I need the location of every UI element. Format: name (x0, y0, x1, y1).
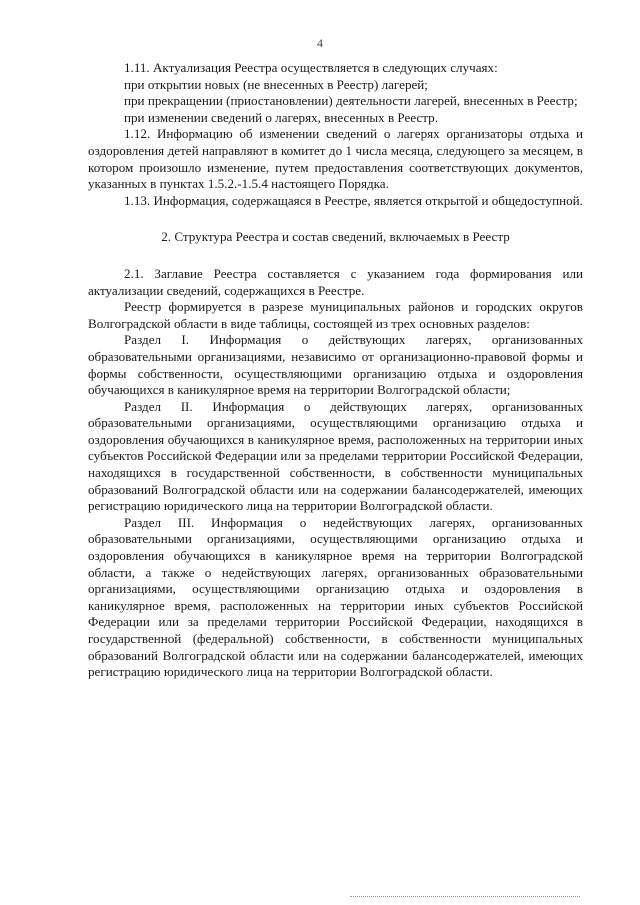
paragraph-case-termination: при прекращении (приостановлении) деятельности лагерей, внесенных в Реестр; (124, 93, 578, 109)
paragraph-case-opening: при открытии новых (не внесенных в Реестр) лагерей; (124, 76, 428, 92)
document-body (88, 60, 583, 681)
scan-edge-line (350, 896, 580, 897)
paragraph-section-iii: Раздел III. Информация о недействующих лагерях, организованных образовательными организациями, осуществляющими организацию отдыха и оздоровления обучающихся в каникулярное время на территории Волгоградской области, а также о недействующих лагерях, организованных образовательными организациями, осуществляющими организацию отдыха и оздоровления в каникулярное время, расположенных на территории иных субъектов Российской Федерации или за пределами территории Российской Федерации, находящихся в государственной (федеральной) собственности, в собственности муниципальных образований Волгоградской области или на содержании балансодержателей, имеющих регистрацию юридического лица на территории Волгоградской области. (88, 514, 583, 680)
paragraph-1-12: 1.12. Информацию об изменении сведений о лагерях организаторы отдыха и оздоровления детей направляют в комитет до 1 числа месяца, следующего за месяцем, в котором произошло изменение, путем предоставления соответствующих документов, указанных в пунктах 1.5.2.-1.5.4 настоящего Порядка. (88, 126, 583, 192)
paragraph-section-ii: Раздел II. Информация о действующих лагерях, организованных образовательными организациями, осуществляющими организацию отдыха и оздоровления обучающихся в каникулярное время, расположенных на территории иных субъектов Российской Федерации или за пределами территории Российской Федерации, находящихся в государственной собственности, в собственности муниципальных образований Волгоградской области или на содержании балансодержателей, имеющих регистрацию юридического лица на территории Волгоградской области. (88, 398, 583, 514)
page-number: 4 (317, 36, 323, 50)
paragraph-1-13: 1.13. Информация, содержащаяся в Реестре, является открытой и общедоступной. (124, 192, 583, 208)
paragraph-section-i: Раздел I. Информация о действующих лагерях, организованных образовательными организациями, независимо от организационно-правовой формы и формы собственности, осуществляющими организацию отдыха и оздоровления обучающихся в каникулярное время на территории Волгоградской области; (88, 332, 583, 398)
paragraph-2-1: 2.1. Заглавие Реестра составляется с указанием года формирования или актуализации сведений, содержащихся в Реестре. (88, 265, 583, 298)
paragraph-registry-structure: Реестр формируется в разрезе муниципальных районов и городских округов Волгоградской области в виде таблицы, состоящей из трех основных разделов: (88, 299, 583, 331)
section-2-heading: 2. Структура Реестра и состав сведений, включаемых в Реестр (161, 229, 510, 245)
paragraph-1-11: 1.11. Актуализация Реестра осуществляется в следующих случаях: (124, 60, 498, 75)
paragraph-case-change: при изменении сведений о лагерях, внесенных в Реестр. (124, 109, 438, 125)
